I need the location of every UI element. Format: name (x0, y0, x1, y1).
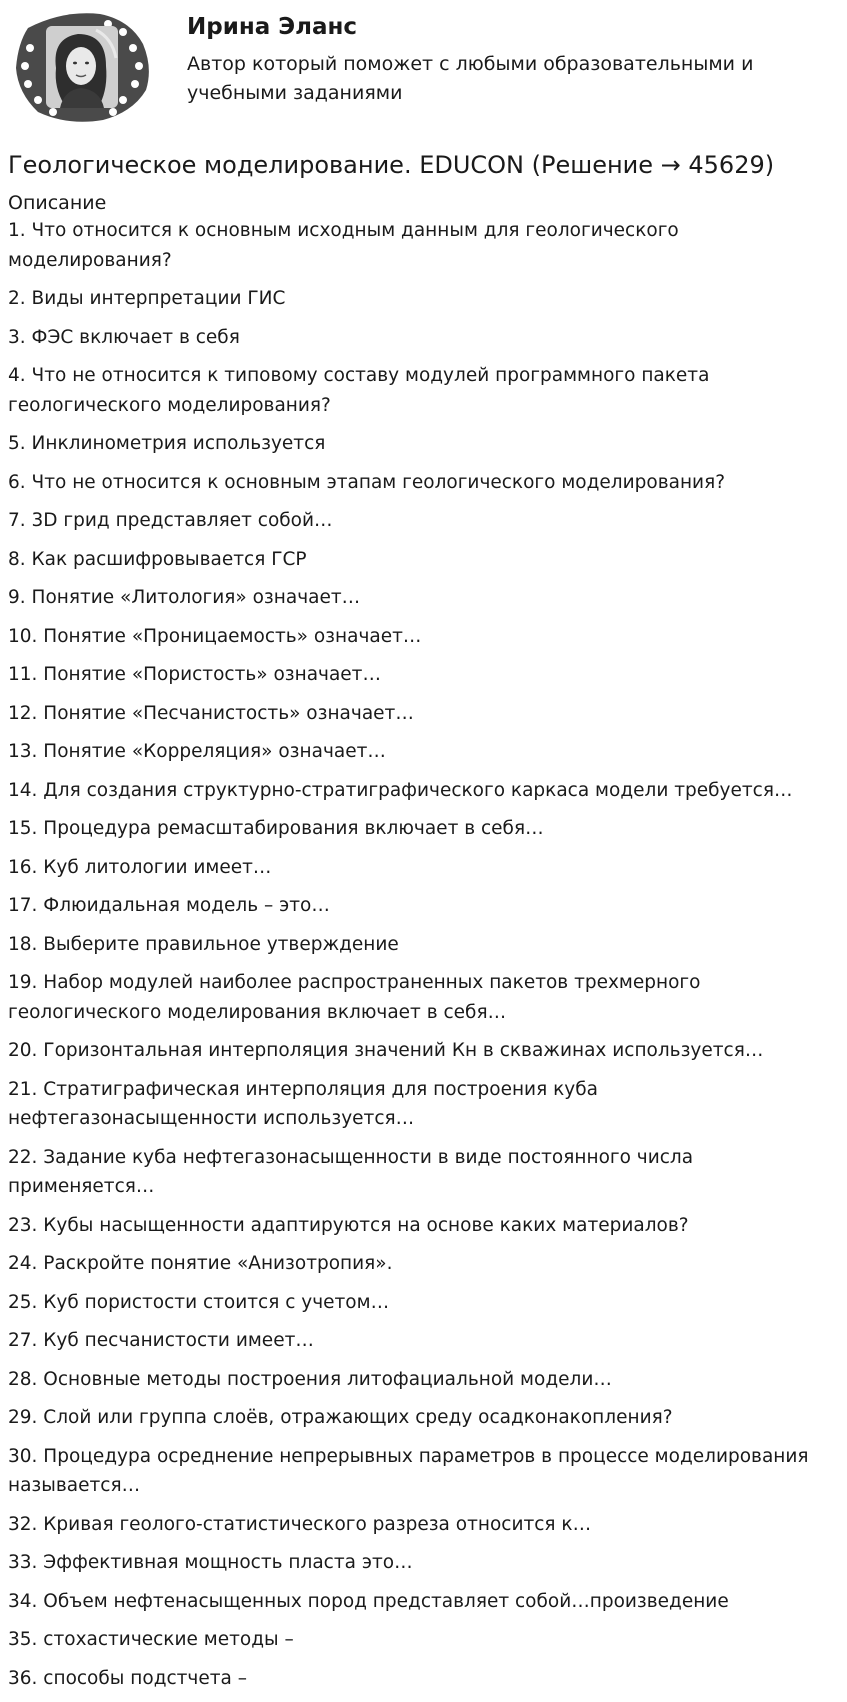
question-item: 17. Флюидальная модель – это… (8, 895, 330, 916)
question-item: 33. Эффективная мощность пласта это… (8, 1552, 413, 1573)
question-list (8, 216, 843, 1702)
question-item: 10. Понятие «Проницаемость» означает… (8, 625, 422, 647)
question-item: 6. Что не относится к основным этапам геологического моделирования? (8, 471, 726, 493)
question-item: 20. Горизонтальная интерполяция значений Кн в скважинах используется… (8, 1040, 764, 1061)
question-item: 12. Понятие «Песчанистость» означает… (8, 702, 414, 724)
question-item: 2. Виды интерпретации ГИС (8, 288, 286, 309)
question-item: 25. Куб пористости стоится с учетом… (8, 1291, 390, 1313)
question-item: 8. Как расшифровывается ГСР (8, 548, 307, 570)
question-item: 1. Что относится к основным исходным данным для геологического моделирования? (8, 220, 679, 271)
question-item: 3. ФЭС включает в себя (8, 326, 240, 348)
author-description: Автор который поможет с любыми образовательными и учебными заданиями (187, 53, 754, 104)
question-item: 18. Выберите правильное утверждение (8, 933, 399, 955)
question-item: 14. Для создания структурно-стратиграфического каркаса модели требуется… (8, 779, 793, 801)
question-item: 4. Что не относится к типовому составу модулей программного пакета геологического моделирования? (8, 365, 710, 416)
question-item: 19. Набор модулей наиболее распространенных пакетов трехмерного геологического моделирования включает в себя… (8, 972, 701, 1023)
author-name[interactable]: Ирина Эланс (187, 14, 358, 40)
question-item: 29. Слой или группа слоёв, отражающих среду осадконакопления? (8, 1407, 673, 1428)
question-item: 13. Понятие «Корреляция» означает… (8, 741, 386, 762)
question-item: 30. Процедура осреднение непрерывных параметров в процессе моделирования называется… (8, 1445, 809, 1496)
question-item: 9. Понятие «Литология» означает… (8, 587, 361, 608)
author-avatar[interactable] (8, 8, 153, 126)
question-item: 16. Куб литологии имеет… (8, 856, 272, 878)
question-item: 23. Кубы насыщенности адаптируются на основе каких материалов? (8, 1214, 689, 1236)
question-item: 28. Основные методы построения литофациальной модели… (8, 1368, 612, 1390)
question-item: 27. Куб песчанистости имеет… (8, 1330, 314, 1351)
description-label: Описание (8, 192, 107, 214)
question-item: 11. Понятие «Пористость» означает… (8, 664, 381, 685)
question-item: 5. Инклинометрия используется (8, 433, 326, 454)
question-item: 36. способы подстчета – (8, 1667, 247, 1689)
question-item: 35. стохастические методы – (8, 1629, 294, 1650)
page-title: Геологическое моделирование. EDUCON (Решение → 45629) (8, 151, 775, 179)
question-item: 34. Объем нефтенасыщенных пород представляет собой…произведение (8, 1590, 729, 1612)
question-item: 21. Стратиграфическая интерполяция для построения куба нефтегазонасыщенности используется… (8, 1078, 598, 1129)
question-item: 32. Кривая геолого-статистического разреза относится к… (8, 1513, 592, 1535)
question-item: 22. Задание куба нефтегазонасыщенности в виде постоянного числа применяется… (8, 1146, 694, 1197)
question-item: 15. Процедура ремасштабирования включает в себя… (8, 818, 544, 839)
author-card (0, 0, 847, 132)
question-item: 7. 3D грид представляет собой… (8, 510, 333, 531)
question-item: 24. Раскройте понятие «Анизотропия». (8, 1253, 393, 1274)
